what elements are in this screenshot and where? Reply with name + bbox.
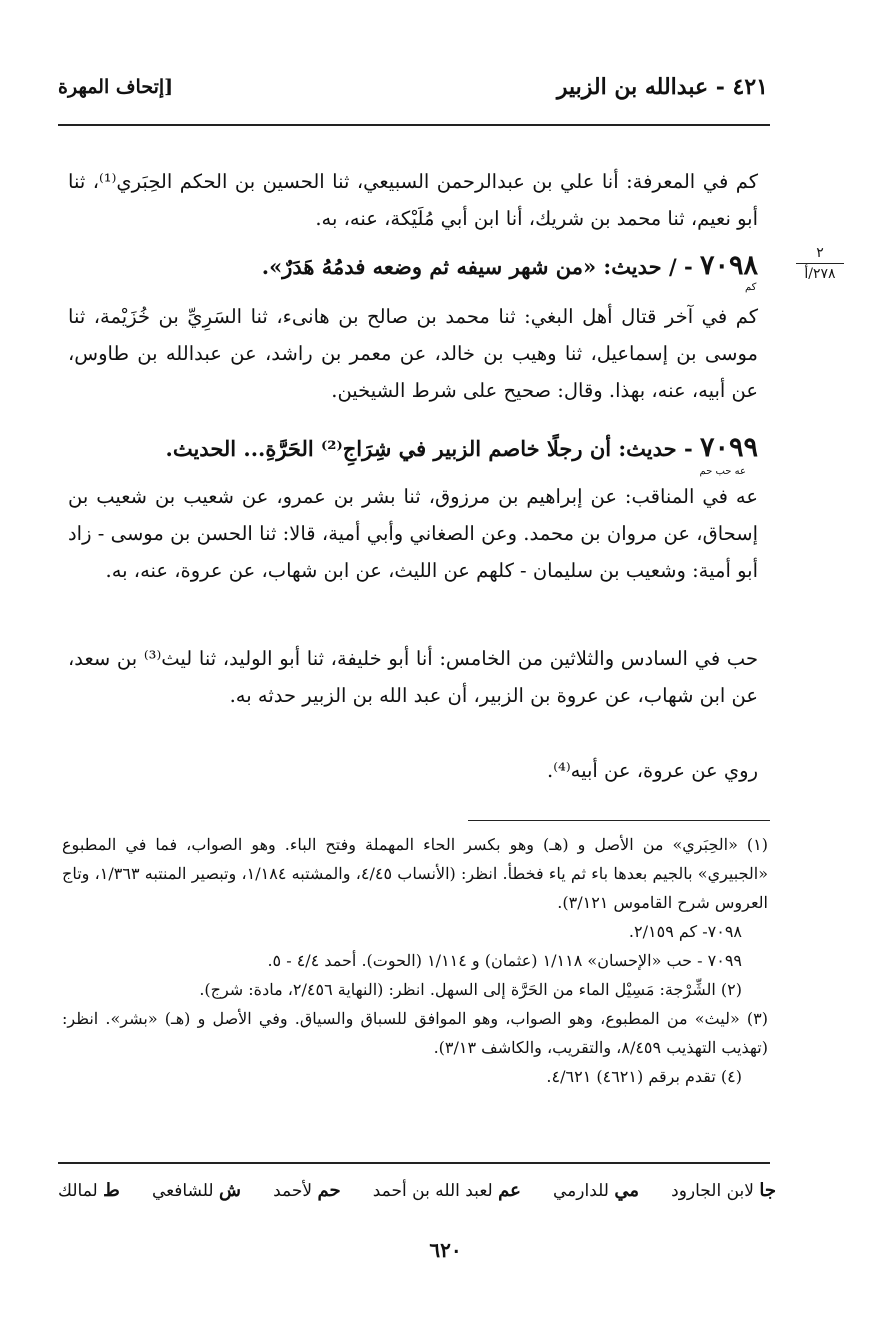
legend-item: عم لعبد الله بن أحمد [372,1180,521,1201]
margin-reference [796,245,844,282]
footnote-3: (٣) «ليث» من المطبوع، وهو الصواب، وهو الموافق للسباق والسياق. وفي الأصل و (هـ) «بشر». انظر: (تهذيب التهذيب ٨/٤٥٩، والتقريب، والكاشف ٣/١٣). [62,1009,768,1057]
paragraph-5: روي عن عروة، عن أبيه⁽⁴⁾. [547,759,758,782]
hadith-heading-7098 [68,250,758,281]
margin-ref-volume: ٢ [796,245,844,264]
legend-item: جا لابن الجارود [671,1180,776,1201]
hadith-number: ٧٠٩٩ [699,432,758,463]
legend-divider [58,1162,770,1164]
abbreviation-legend [58,1180,776,1201]
legend-item: حم لأحمد [273,1180,341,1201]
footnote-4: (٤) تقدم برقم (٤٦٢١) ٤/٦٢١. [546,1067,742,1086]
paragraph-2: كم في آخر قتال أهل البغي: ثنا محمد بن صالح بن هانىء، ثنا السَرِيِّ بن خُزَيْمة، ثنا موسى بن إسماعيل، ثنا وهيب بن خالد، عن معمر بن راشد، عن عبدالله بن طاوس، عن أبيه، عنه، بهذا. وقال: صحيح على شرط الشيخين. [68,305,758,402]
header-divider [58,124,770,126]
hadith-title: - / حديث: «من شهر سيفه ثم وضعه فدمُهُ هَدَرٌ». [261,254,693,279]
footnote-ref-7099: ٧٠٩٩ - حب «الإحسان» ١/١١٨ (عثمان) و ١/١١٤ (الحوت). أحمد ٤/٤ - ٥. [267,951,742,970]
margin-ref-folio: ٢٧٨/أ [804,266,836,282]
running-header [58,74,768,114]
footnote-1: (١) «الحِبَري» من الأصل و (هـ) وهو بكسر الحاء المهملة وفتح الباء. وهو الصواب، فما في المطبوع «الجبيري» بالجيم بعدها باء ثم ياء فخطأ. انظر: (الأنساب ٤/٤٥، والمشتبه ١/١٨٤، وتبصير المنتبه ١/٣٦٣، وتاج العروس شرح القاموس ٣/١٢١). [62,835,769,912]
hadith-heading-7099 [68,432,758,463]
paragraph-3: عه في المناقب: عن إبراهيم بن مرزوق، ثنا بشر بن عمرو، عن شعيب بن شعيب بن إسحاق، عن مروان بن محمد. وعن الصغاني وأبي أمية، قالا: ثنا الحسن بن موسى - زاد أبو أمية: وشعيب بن سليمان - كلهم عن الليث، عن ابن شهاب، عن عروة، عنه، به. [68,485,758,582]
footnote-ref-7098: ٧٠٩٨- كم ٢/١٥٩. [628,922,742,941]
chapter-title: ٤٢١ - عبدالله بن الزبير [556,74,768,100]
paragraph-1: كم في المعرفة: أنا علي بن عبدالرحمن السبيعي، ثنا الحسين بن الحكم الحِبَري⁽¹⁾، ثنا أبو نعيم، ثنا محمد بن شريك، أنا ابن أبي مُلَيْكة، عنه، به. [68,170,758,230]
page-number: ٦٢٠ [429,1238,462,1262]
source-marker-kam: كم [745,282,757,293]
footnote-2: (٢) الشِّرْجة: مَسِيْل الماء من الحَرَّة إلى السهل. انظر: (النهاية ٢/٤٥٦، مادة: شرج). [199,980,742,999]
hadith-number: ٧٠٩٨ [699,250,758,281]
legend-item: ط لمالك [58,1180,120,1201]
source-codes-marker: عه حب حم [699,466,746,477]
legend-item: ش للشافعي [151,1180,241,1201]
book-title: [إتحاف المهرة [58,76,174,98]
paragraph-4: حب في السادس والثلاثين من الخامس: أنا أبو خليفة، ثنا أبو الوليد، ثنا ليث⁽³⁾ بن سعد، عن ابن شهاب، عن عروة بن الزبير، أن عبد الله بن الزبير حدثه به. [68,647,759,707]
footnote-divider [468,820,770,821]
footnotes [62,830,768,1091]
legend-item: مي للدارمي [552,1180,639,1201]
hadith-title: - حديث: أن رجلًا خاصم الزبير في شِرَاجِ⁽²⁾ الحَرَّةِ... الحديث. [165,436,693,461]
